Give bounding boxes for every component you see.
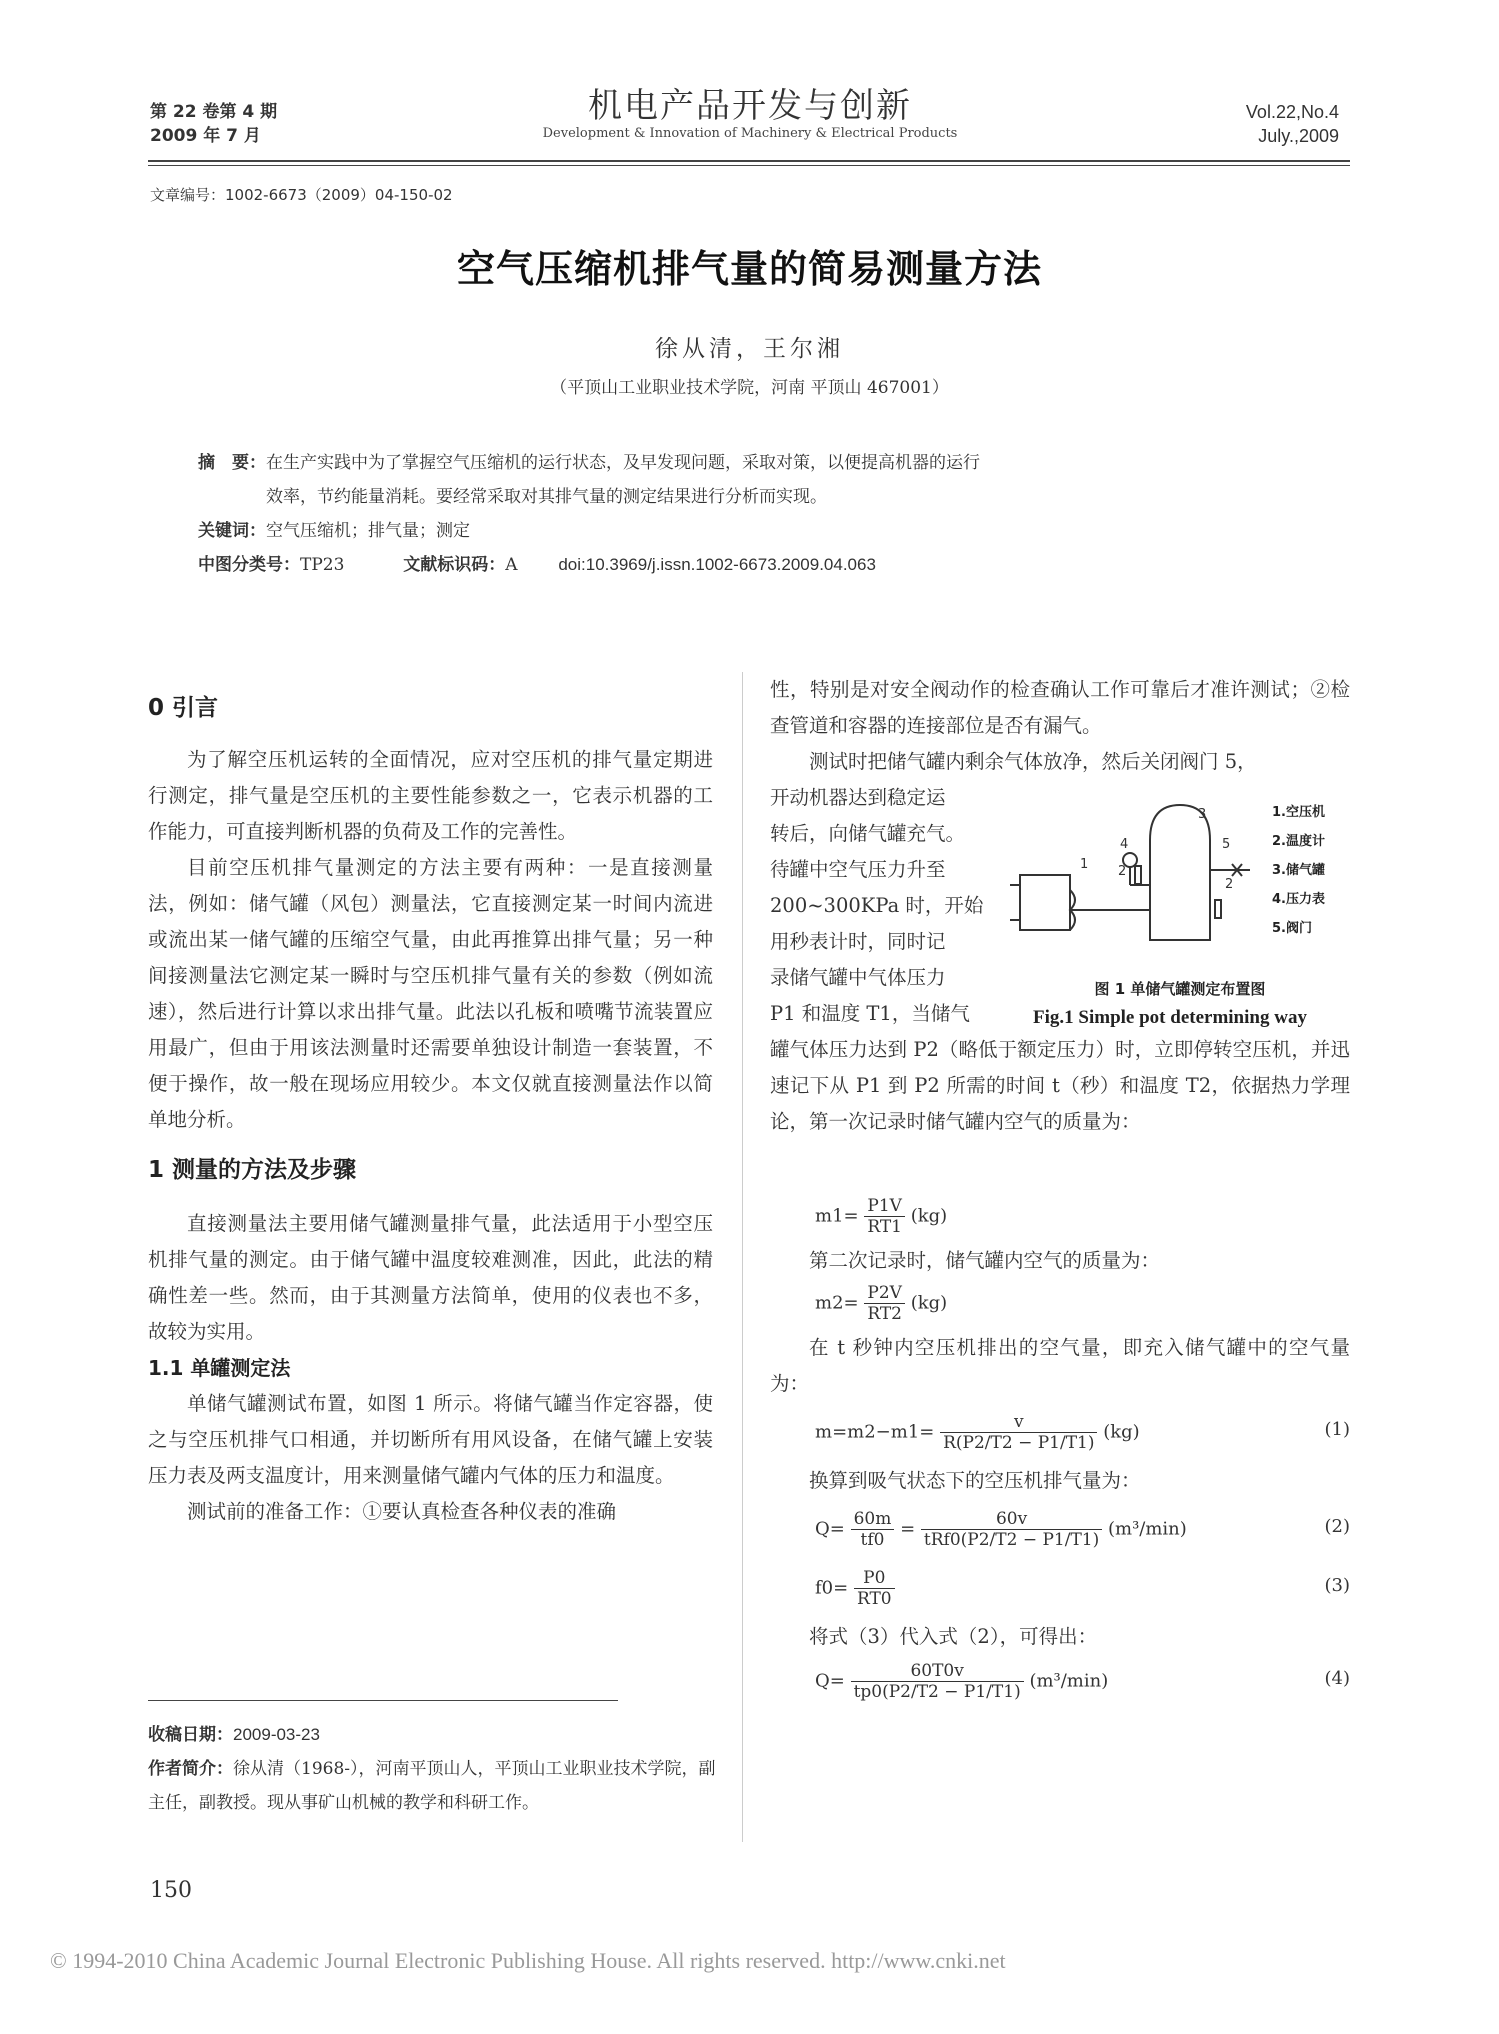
- doi: doi:10.3969/j.issn.1002-6673.2009.04.063: [558, 555, 876, 574]
- wrapped-text: [770, 780, 1005, 1032]
- fig-number: 2: [1225, 877, 1234, 892]
- equation-1: m=m2−m1= $\frac{v}{R(P2/T2 - P1/T1)}$ (kg) (1): [815, 1412, 1350, 1453]
- affiliation: （平顶山工业职业技术学院，河南 平顶山 467001）: [550, 378, 949, 398]
- right-column-eqs: [770, 1196, 1350, 1702]
- abstract-line-2: 效率，节约能量消耗。要经常采取对其排气量的测定结果进行分析而实现。: [266, 487, 827, 507]
- equation-4: Q= $\frac{60T0v}{tp0(P2/T2 - P1/T1)}$ (m³/min) (4): [815, 1661, 1350, 1702]
- equation-m2: m2= $\frac{P2V}{RT2}$ (kg): [815, 1283, 948, 1324]
- section-1-heading: 1 测量的方法及步骤: [148, 1157, 357, 1183]
- fig-number: 2: [1118, 864, 1127, 879]
- doccode-label: 文献标识码：: [403, 555, 506, 575]
- doccode: A: [505, 555, 518, 575]
- article-number: 文章编号：1002-6673（2009）04-150-02: [150, 186, 453, 204]
- figure-1: [1010, 800, 1350, 1030]
- header-left: [150, 100, 277, 148]
- equation-2: Q= $\frac{60m}{tf0}$ = $\frac{60v}{\text{tRf0(P2/T2 − P1/T1)}}$ (m³/min) (2): [815, 1509, 1350, 1550]
- paragraph: 单储气罐测试布置，如图 1 所示。将储气罐当作定容器，使之与空压机排气口相通，并切断所有用风设备，在储气罐上安装压力表及两支温度计，用来测量储气罐内气体的压力和温度。: [148, 1392, 713, 1487]
- legend-item: 3.储气罐: [1272, 863, 1325, 878]
- compressor-shape: [1020, 875, 1070, 930]
- page-number: 150: [150, 1878, 192, 1903]
- journal-masthead: [380, 86, 1120, 142]
- paragraph: 换算到吸气状态下的空压机排气量为：: [809, 1469, 1141, 1492]
- received-label: 收稿日期：: [148, 1725, 233, 1745]
- date-en: July.,2009: [1258, 126, 1339, 146]
- wrap-line: 200~300KPa 时，开始: [770, 894, 984, 917]
- vol-issue-cn: 第 22 卷第 4 期: [150, 102, 278, 122]
- author-bio: 徐从清（1968-），河南平顶山人，平顶山工业职业技术学院，副主任，副教授。现从事矿山机械的教学和科研工作。: [148, 1759, 716, 1813]
- header-rule-thin: [148, 165, 1350, 166]
- paragraph: 直接测量法主要用储气罐测量排气量，此法适用于小型空压机排气量的测定。由于储气罐中温度较难测准，因此，此法的精确性差一些。然而，由于其测量方法简单，使用的仪表也不多，故较为实用。: [148, 1212, 713, 1343]
- paragraph: 测试前的准备工作：①要认真检查各种仪表的准确: [187, 1500, 617, 1523]
- tank-shape: [1150, 805, 1210, 940]
- figure-caption-cn: 图 1 单储气罐测定布置图: [1094, 980, 1266, 998]
- clc-code: TP23: [300, 555, 345, 575]
- paragraph: 目前空压机排气量测定的方法主要有两种：一是直接测量法，例如：储气罐（风包）测量法，它直接测定某一时间内流进或流出某一储气罐的压缩空气量，由此再推算出排气量；另一种间接测量法它测定某一瞬时与空压机排气量有关的参数（例如流速），然后进行计算以求出排气量。此法以孔板和喷嘴节流装置应用最广，但由于用该法测量时还需要单独设计制造一套装置，不便于操作，故一般在现场应用较少。本文仅就直接测量法作以简单地分析。: [148, 856, 713, 1131]
- legend-item: 4.压力表: [1272, 892, 1325, 907]
- wrap-line: 录储气罐中气体压力: [770, 966, 946, 989]
- thermometer-1: [1135, 866, 1141, 884]
- copyright-line: © 1994-2010 China Academic Journal Electronic Publishing House. All rights reserved. http://www.cnki.net: [50, 1948, 1006, 1973]
- wrap-line: 转后，向储气罐充气。: [770, 822, 966, 845]
- figure-1-diagram: [1010, 800, 1350, 970]
- journal-name-en: Development & Innovation of Machinery & Electrical Products: [542, 126, 958, 141]
- legend-item: 2.温度计: [1272, 834, 1325, 849]
- footnote-rule: [148, 1700, 618, 1701]
- equation-3: f0= $\frac{P0}{RT0}$ (3): [815, 1568, 1350, 1609]
- left-column: [148, 690, 713, 1530]
- section-0-heading: 0 引言: [148, 695, 219, 721]
- fig-number: 4: [1120, 837, 1129, 852]
- abstract-line-1: 在生产实践中为了掌握空气压缩机的运行状态，及早发现问题，采取对策，以便提高机器的运行: [266, 453, 980, 473]
- abstract-block: [198, 446, 1308, 582]
- keywords-label: 关键词：: [198, 521, 266, 541]
- paragraph: 为了解空压机运转的全面情况，应对空压机的排气量定期进行测定，排气量是空压机的主要性能参数之一，它表示机器的工作能力，可直接判断机器的负荷及工作的完善性。: [148, 748, 713, 843]
- paragraph: 在 t 秒钟内空压机排出的空气量，即充入储气罐中的空气量为：: [770, 1336, 1350, 1395]
- journal-name-cn: 机电产品开发与创新: [588, 86, 912, 126]
- clc-label: 中图分类号：: [198, 555, 300, 575]
- wrap-line: P1 和温度 T1，当储气: [770, 1002, 970, 1025]
- section-1-1-heading: 1.1 单罐测定法: [148, 1356, 291, 1380]
- vol-issue-en: Vol.22,No.4: [1245, 102, 1339, 122]
- paragraph: 将式（3）代入式（2），可得出：: [809, 1625, 1098, 1648]
- wrap-line: 用秒表计时，同时记: [770, 930, 946, 953]
- paragraph: 第二次记录时，储气罐内空气的质量为：: [809, 1249, 1161, 1272]
- date-cn: 2009 年 7 月: [150, 126, 261, 146]
- bio-label: 作者简介：: [148, 1759, 233, 1779]
- fig-number: 5: [1222, 837, 1231, 852]
- footnote: [148, 1718, 718, 1820]
- wrap-line: 待罐中空气压力升至: [770, 858, 946, 881]
- paragraph: 罐气体压力达到 P2（略低于额定压力）时，立即停转空压机，并迅速记下从 P1 到 P2 所需的时间 t（秒）和温度 T2，依据热力学理论，第一次记录时储气罐内空气的质量为：: [770, 1038, 1350, 1133]
- abstract-label: 摘 要：: [198, 453, 266, 473]
- paper-title: 空气压缩机排气量的简易测量方法: [456, 247, 1042, 291]
- fig-number: 3: [1198, 807, 1207, 822]
- figure-caption-en: Fig.1 Simple pot determining way: [1033, 1007, 1307, 1028]
- wrap-line: 开动机器达到稳定运: [770, 786, 946, 809]
- header-rule: [148, 160, 1350, 162]
- authors: 徐从清，王尔湘: [655, 336, 844, 362]
- equation-m1: m1= $\frac{P1V}{RT1}$ (kg): [815, 1196, 948, 1237]
- paragraph: 性，特别是对安全阀动作的检查确认工作可靠后才准许测试；②检查管道和容器的连接部位是否有漏气。: [770, 678, 1350, 737]
- header-right: [1246, 100, 1339, 148]
- received-date: 2009-03-23: [233, 1725, 320, 1744]
- keywords: 空气压缩机；排气量；测定: [266, 521, 470, 541]
- fig-number: 1: [1080, 857, 1089, 872]
- legend-item: 1.空压机: [1272, 805, 1325, 820]
- column-divider: [742, 672, 743, 1842]
- paragraph: 测试时把储气罐内剩余气体放净，然后关闭阀门 5，: [809, 750, 1257, 773]
- legend-item: 5.阀门: [1272, 921, 1312, 936]
- thermometer-2: [1215, 900, 1221, 918]
